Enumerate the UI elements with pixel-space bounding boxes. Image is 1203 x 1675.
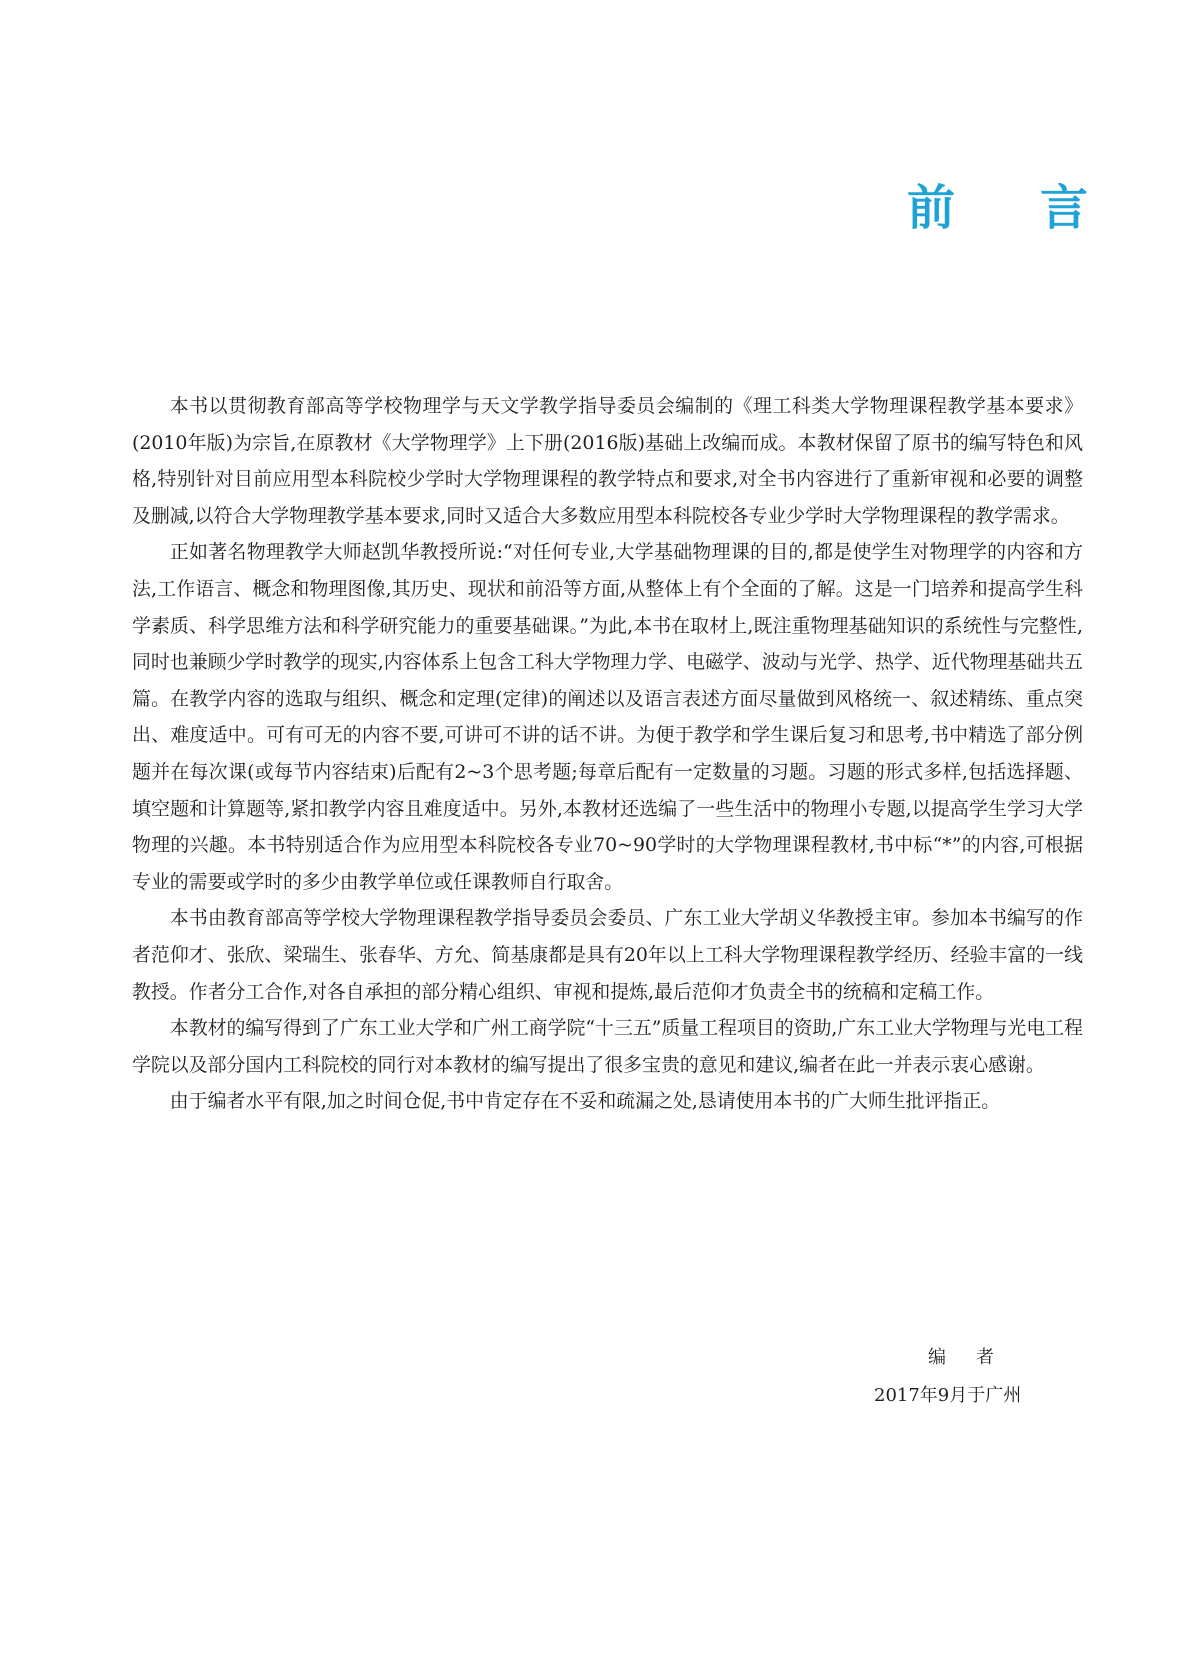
- paragraph: 正如著名物理教学大师赵凯华教授所说:“对任何专业,大学基础物理课的目的,都是使学生对物理学的内容和方法,工作语言、概念和物理图像,其历史、现状和前沿等方面,从整体上有个全面的了解。这是一门培养和提高学生科学素质、科学思维方法和科学研究能力的重要基础课。”为此,本书在取材上,既注重物理基础知识的系统性与完整性,同时也兼顾少学时教学的现实,内容体系上包含工科大学物理力学、电磁学、波动与光学、热学、近代物理基础共五篇。在教学内容的选取与组织、概念和定理(定律)的阐述以及语言表述方面尽量做到风格统一、叙述精练、重点突出、难度适中。可有可无的内容不要,可讲可不讲的话不讲。为便于教学和学生课后复习和思考,书中精选了部分例题并在每次课(或每节内容结束)后配有2~3个思考题;每章后配有一定数量的习题。习题的形式多样,包括选择题、填空题和计算题等,紧扣教学内容且难度适中。另外,本教材还选编了一些生活中的物理小专题,以提高学生学习大学物理的兴趣。本书特别适合作为应用型本科院校各专业70~90学时的大学物理课程教材,书中标“*”的内容,可根据专业的需要或学时的多少由教学单位或任课教师自行取舍。: [132, 541, 1083, 893]
- preface-body: [132, 388, 1083, 1120]
- page-title: 前言: [906, 180, 1173, 236]
- paragraph: 由于编者水平有限,加之时间仓促,书中肯定存在不妥和疏漏之处,恳请使用本书的广大师生批评指正。: [169, 1090, 1001, 1113]
- signature-date: 2017年9月于广州: [874, 1385, 1022, 1406]
- signature-block: [874, 1339, 1054, 1415]
- signature-editor: 编者: [928, 1347, 1024, 1368]
- paragraph: 本书由教育部高等学校大学物理课程教学指导委员会委员、广东工业大学胡义华教授主审。参加本书编写的作者范仰才、张欣、梁瑞生、张春华、方允、简基康都是具有20年以上工科大学物理课程教学经历、经验丰富的一线教授。作者分工合作,对各自承担的部分精心组织、审视和提炼,最后范仰才负责全书的统稿和定稿工作。: [132, 907, 1083, 1003]
- paragraph: 本教材的编写得到了广东工业大学和广州工商学院“十三五”质量工程项目的资助,广东工业大学物理与光电工程学院以及部分国内工科院校的同行对本教材的编写提出了很多宝贵的意见和建议,编者在此一并表示衷心感谢。: [132, 1017, 1083, 1076]
- paragraph: 本书以贯彻教育部高等学校物理学与天文学教学指导委员会编制的《理工科类大学物理课程教学基本要求》(2010年版)为宗旨,在原教材《大学物理学》上下册(2016版)基础上改编而成。本教材保留了原书的编写特色和风格,特别针对目前应用型本科院校少学时大学物理课程的教学特点和要求,对全书内容进行了重新审视和必要的调整及删减,以符合大学物理教学基本要求,同时又适合大多数应用型本科院校各专业少学时大学物理课程的教学需求。: [132, 395, 1083, 527]
